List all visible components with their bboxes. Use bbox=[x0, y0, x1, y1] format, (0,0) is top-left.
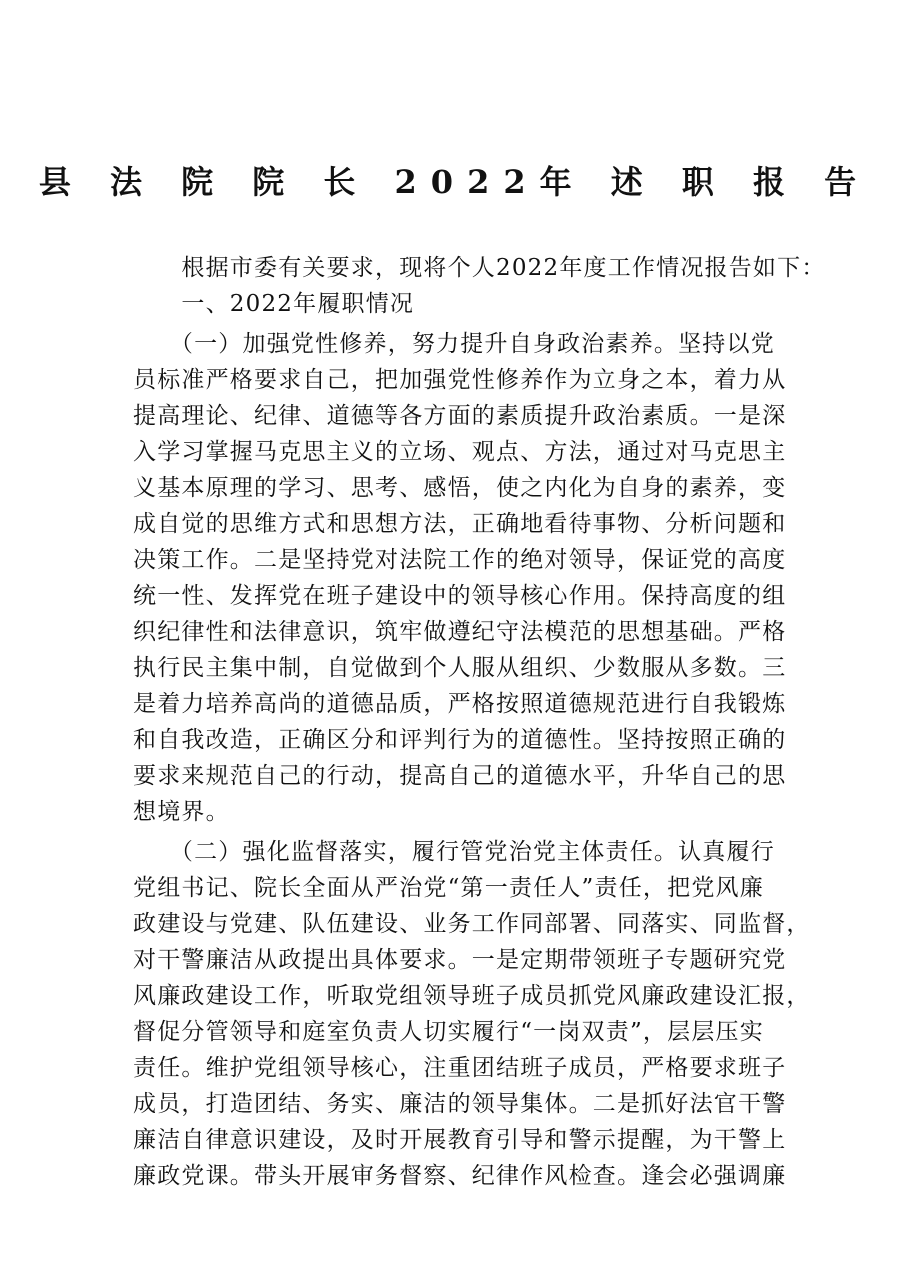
paragraph-line: 统一性、发挥党在班子建设中的领导核心作用。保持高度的组 bbox=[133, 583, 787, 609]
paragraph-line: 责任。维护党组领导核心，注重团结班子成员，严格要求班子 bbox=[133, 1055, 787, 1081]
section-heading: 一、2022年履职情况 bbox=[133, 291, 415, 317]
paragraph-line: 党组书记、院长全面从严治党“第一责任人”责任，把党风廉 bbox=[133, 875, 764, 901]
document-title: 县 法 院 院 长 2022年 述 职 报 告 bbox=[38, 163, 871, 201]
paragraph-line: 织纪律性和法律意识，筑牢做遵纪守法模范的思想基础。严格 bbox=[133, 619, 787, 645]
paragraph-line: 对干警廉洁从政提出具体要求。一是定期带领班子专题研究党 bbox=[133, 947, 787, 973]
paragraph-line: （二）强化监督落实，履行管党治党主体责任。认真履行 bbox=[133, 839, 775, 865]
paragraph-line: 政建设与党建、队伍建设、业务工作同部署、同落实、同监督， bbox=[133, 911, 811, 937]
paragraph-line: （一）加强党性修养，努力提升自身政治素养。坚持以党 bbox=[133, 331, 775, 357]
paragraph-line: 成员，打造团结、务实、廉洁的领导集体。二是抓好法官干警 bbox=[133, 1091, 787, 1117]
paragraph-line: 风廉政建设工作，听取党组领导班子成员抓党风廉政建设汇报， bbox=[133, 983, 811, 1009]
paragraph-line: 员标准严格要求自己，把加强党性修养作为立身之本，着力从 bbox=[133, 367, 787, 393]
paragraph-line: 义基本原理的学习、思考、感悟，使之内化为自身的素养，变 bbox=[133, 475, 787, 501]
paragraph-line: 想境界。 bbox=[133, 799, 230, 825]
paragraph-line: 执行民主集中制，自觉做到个人服从组织、少数服从多数。三 bbox=[133, 655, 787, 681]
paragraph-line: 和自我改造，正确区分和评判行为的道德性。坚持按照正确的 bbox=[133, 727, 787, 753]
document-body bbox=[133, 250, 826, 1194]
paragraph-line: 成自觉的思维方式和思想方法，正确地看待事物、分析问题和 bbox=[133, 511, 787, 537]
paragraph-line: 督促分管领导和庭室负责人切实履行“一岗双责”，层层压实 bbox=[133, 1019, 764, 1045]
paragraph-line: 提高理论、纪律、道德等各方面的素质提升政治素质。一是深 bbox=[133, 403, 787, 429]
paragraph-line: 廉政党课。带头开展审务督察、纪律作风检查。逢会必强调廉 bbox=[133, 1163, 787, 1189]
paragraph-line: 决策工作。二是坚持党对法院工作的绝对领导，保证党的高度 bbox=[133, 547, 787, 573]
paragraph-line: 入学习掌握马克思主义的立场、观点、方法，通过对马克思主 bbox=[133, 439, 787, 465]
paragraph-line: 根据市委有关要求，现将个人2022年度工作情况报告如下： bbox=[133, 255, 826, 281]
paragraph-line: 要求来规范自己的行动，提高自己的道德水平，升华自己的思 bbox=[133, 763, 787, 789]
paragraph-line: 是着力培养高尚的道德品质，严格按照道德规范进行自我锻炼 bbox=[133, 691, 787, 717]
paragraph-line: 廉洁自律意识建设，及时开展教育引导和警示提醒，为干警上 bbox=[133, 1127, 787, 1153]
